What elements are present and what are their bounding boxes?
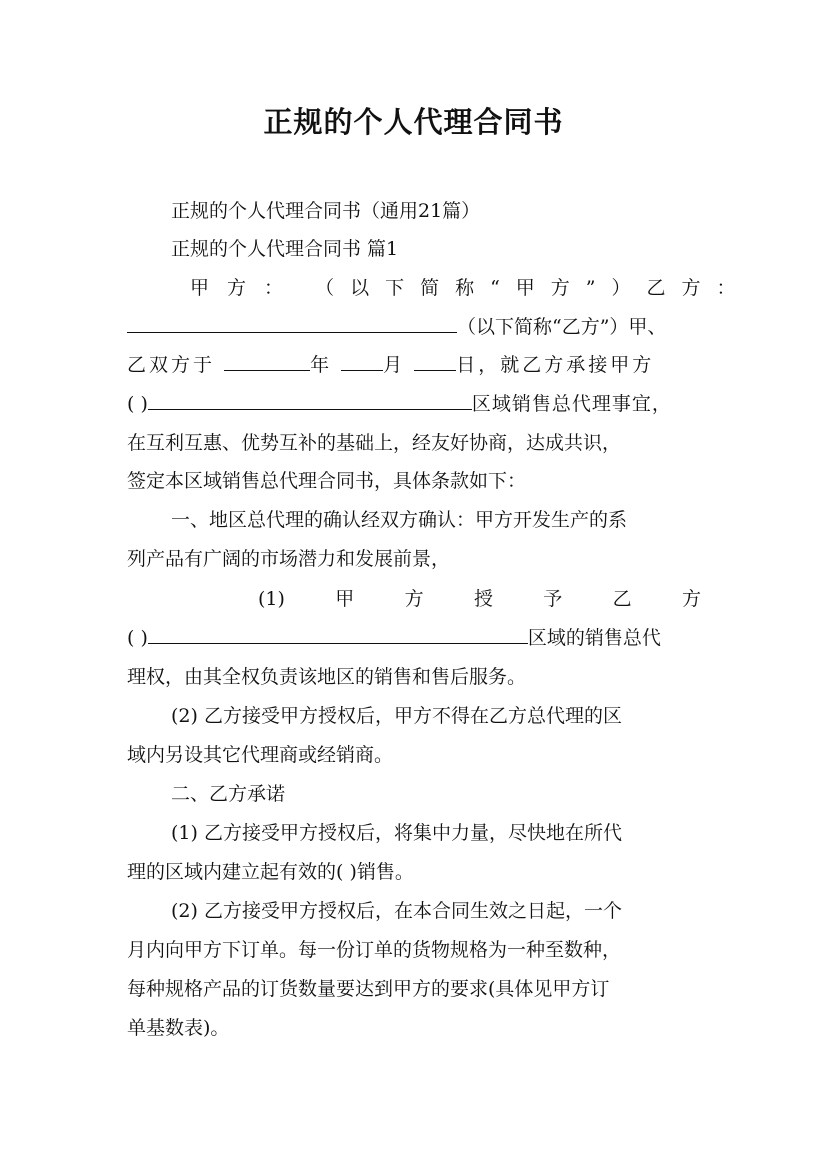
- region-text: 区域销售总代理事宜，: [471, 393, 672, 415]
- item1-region-blank: [148, 623, 528, 644]
- item1-number: (1): [258, 588, 285, 610]
- party-line-5: 在互利互惠、优势互补的基础上，经友好协商，达成共识，: [127, 432, 622, 454]
- year-label: 年: [310, 354, 333, 376]
- party-line-2: [127, 312, 701, 342]
- section2-item2-line3: 每种规格产品的订货数量要达到甲方的要求(具体见甲方订: [127, 978, 610, 1000]
- party-b-abbr: （以下简称“乙方”）甲、: [457, 316, 667, 338]
- section1-item2-line2: 域内另设其它代理商或经销商。: [127, 744, 394, 766]
- day-label: 日，就乙方承接甲方: [456, 354, 655, 376]
- party-b-blank: [127, 312, 457, 333]
- section2-item1-line2: 理的区域内建立起有效的( )销售。: [127, 861, 414, 883]
- section2-item1-line1: (1) 乙方接受甲方授权后，将集中力量，尽快地在所代: [171, 822, 622, 844]
- party-line-3: [127, 350, 701, 380]
- section1-heading-cont: 列产品有广阔的市场潜力和发展前景，: [127, 548, 451, 570]
- section1-item2-line1: (2) 乙方接受甲方授权后，甲方不得在乙方总代理的区: [171, 705, 622, 727]
- item1-paren: ( ): [127, 627, 148, 649]
- subtitle-line: 正规的个人代理合同书（通用21篇）: [171, 200, 481, 222]
- month-label: 月: [383, 354, 406, 376]
- section1-heading: 一、地区总代理的确认经双方确认：甲方开发生产的系: [171, 509, 628, 531]
- day-blank: [414, 350, 456, 371]
- section1-item1-line1: [258, 584, 701, 614]
- section1-item1-line3: 理权，由其全权负责该地区的销售和售后服务。: [127, 666, 527, 688]
- section1-item1-line2: [127, 623, 701, 653]
- party-line-6: 签定本区域销售总代理合同书，具体条款如下：: [127, 470, 527, 492]
- region-blank: [148, 389, 472, 410]
- month-blank: [341, 350, 383, 371]
- paren-blank: ( ): [127, 393, 148, 415]
- section2-item2-line4: 单基数表)。: [127, 1017, 230, 1039]
- item1-word: 方: [404, 588, 424, 610]
- item1-word: 乙: [612, 588, 632, 610]
- item1-word: 授: [473, 588, 493, 610]
- section2-item2-line2: 月内向甲方下订单。每一份订单的货物规格为一种至数种，: [127, 939, 622, 961]
- item1-word: 方: [681, 588, 701, 610]
- party-line-1: [190, 273, 752, 303]
- party-line-4: [127, 389, 701, 419]
- date-prefix: 乙双方于: [127, 354, 216, 376]
- party-a-label: 甲方：: [190, 277, 302, 299]
- section2-heading: 二、乙方承诺: [171, 783, 286, 805]
- item1-word: 甲: [335, 588, 355, 610]
- section2-item2-line1: (2) 乙方接受甲方授权后，在本合同生效之日起，一个: [171, 900, 622, 922]
- party-a-abbr: （以下简称“甲方”）乙方：: [315, 277, 752, 299]
- document-title: 正规的个人代理合同书: [263, 105, 564, 139]
- chapter-line: 正规的个人代理合同书 篇1: [171, 238, 399, 260]
- item1-text: 区域的销售总代: [527, 627, 661, 649]
- item1-word: 予: [543, 588, 563, 610]
- year-blank: [224, 350, 310, 371]
